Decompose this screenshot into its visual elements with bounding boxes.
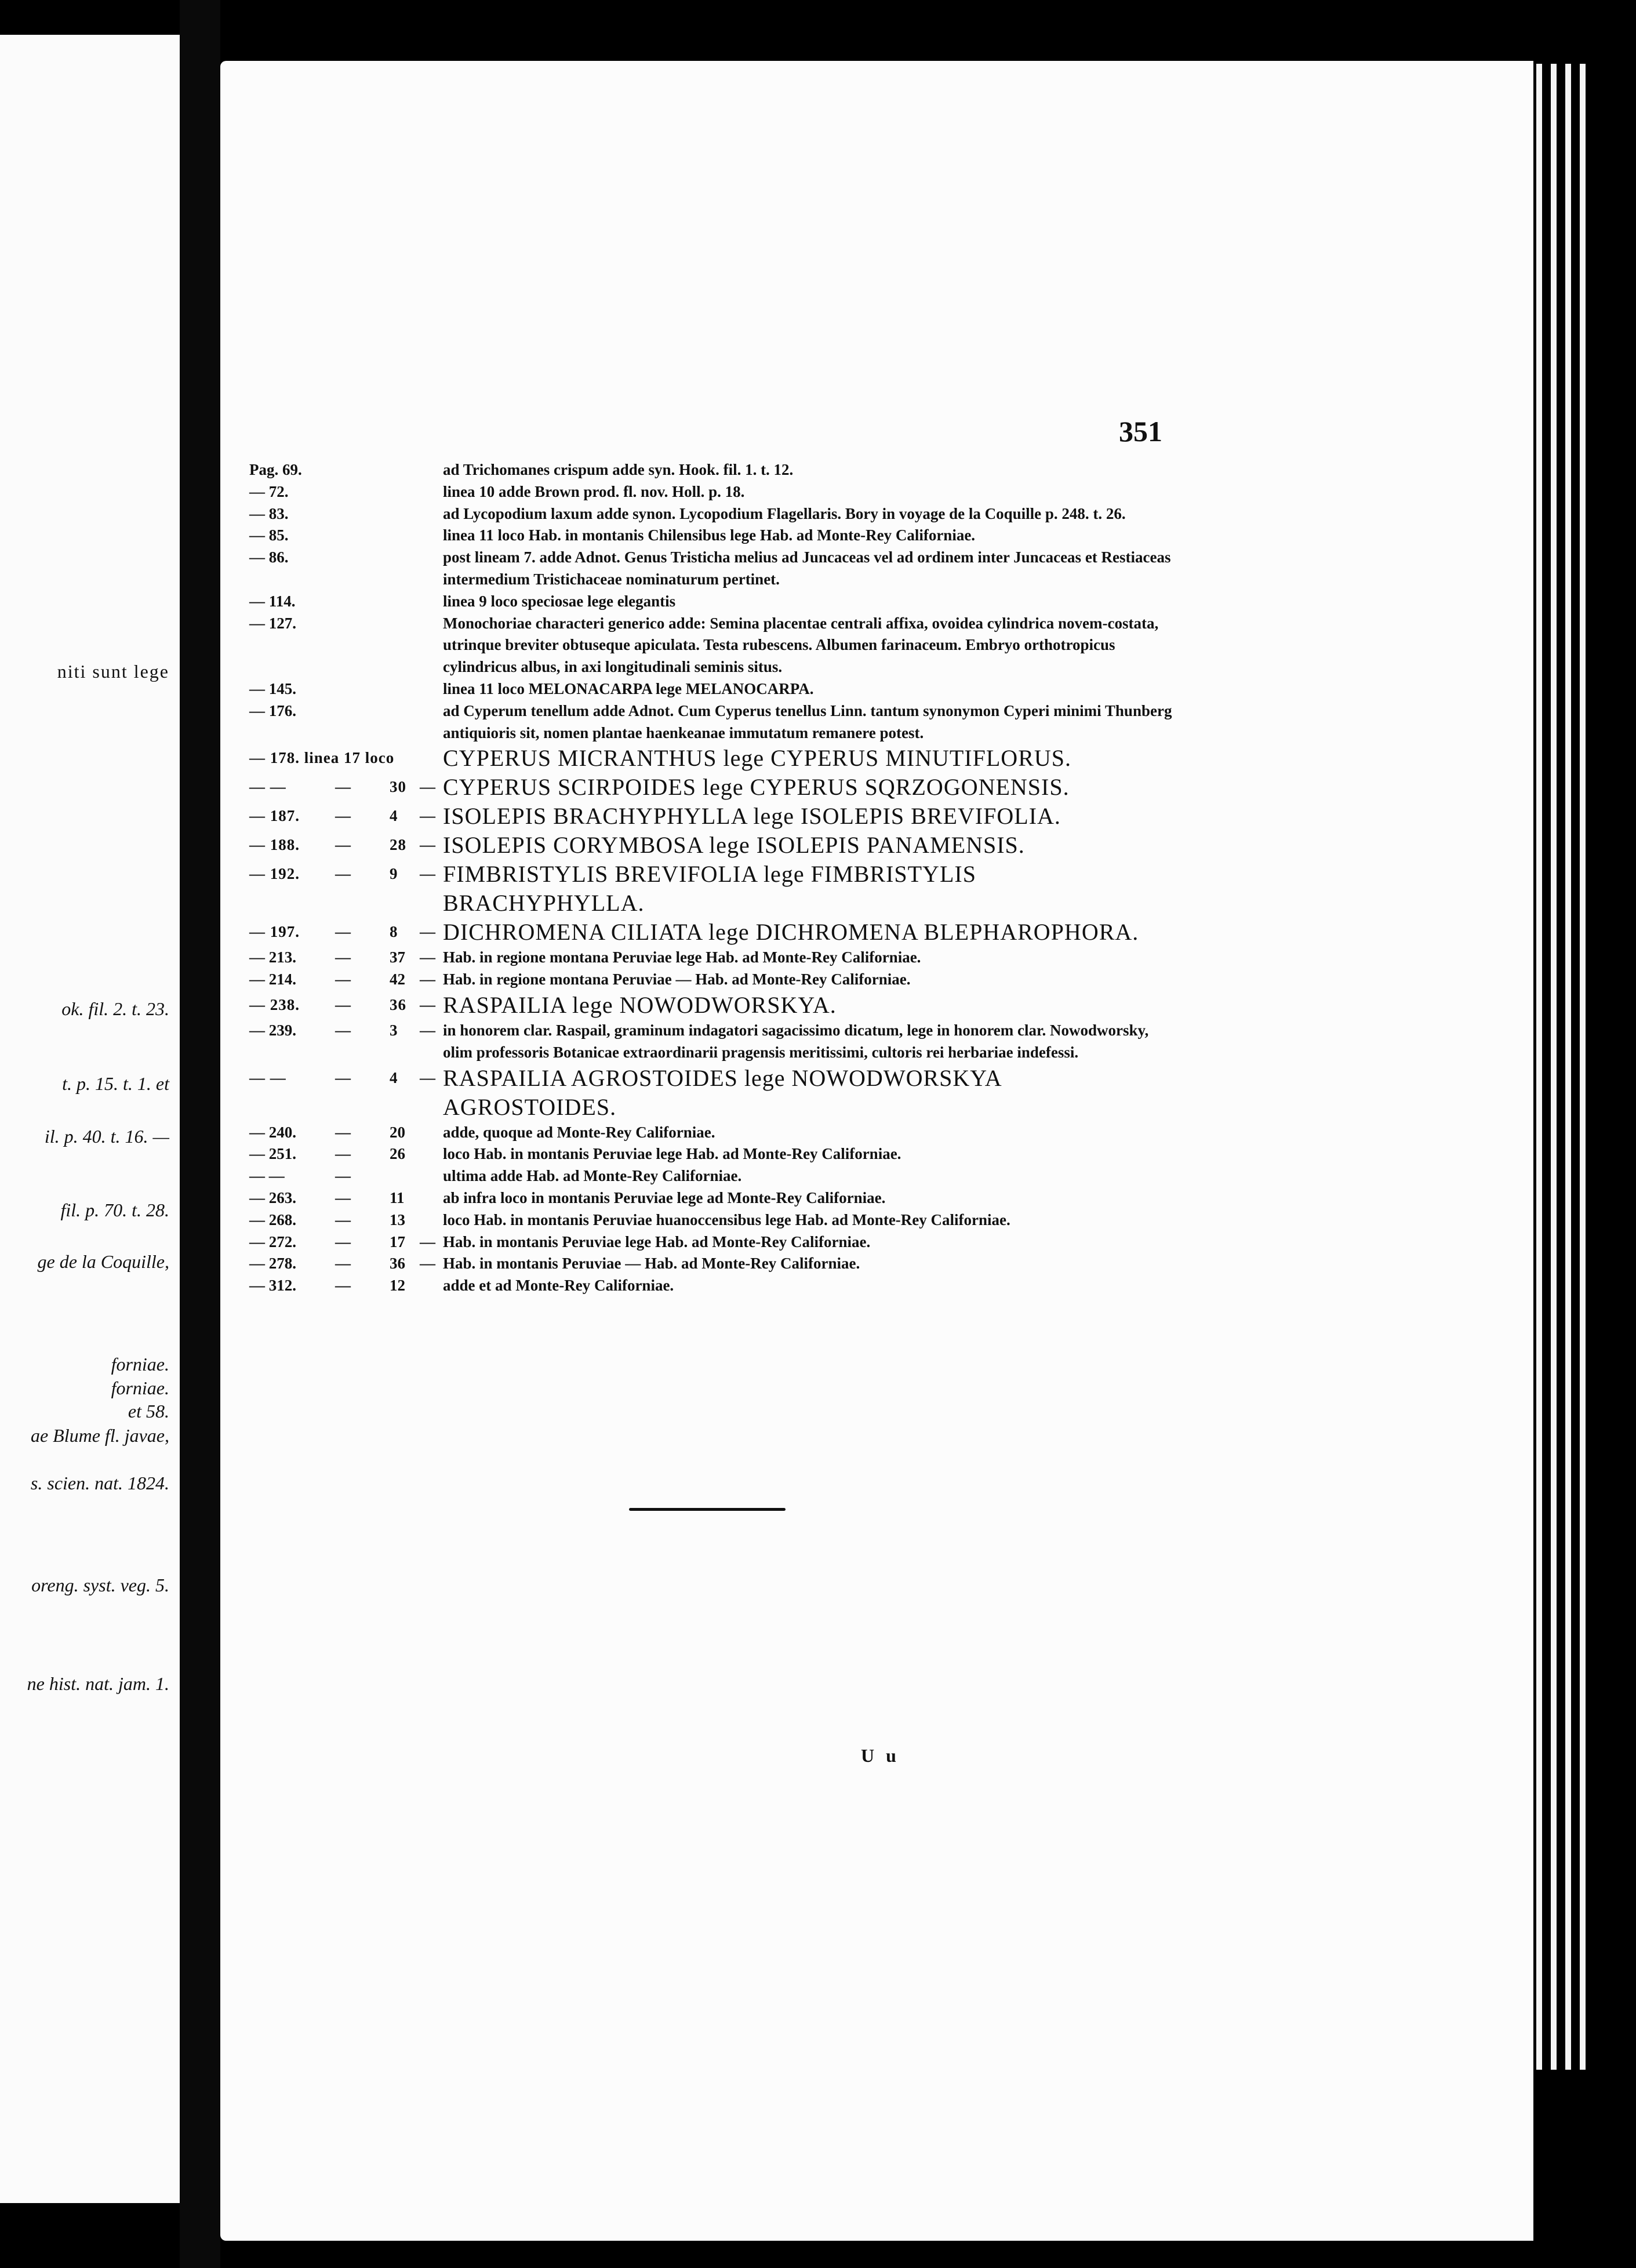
closing-rule	[629, 1508, 786, 1511]
errata-blank	[365, 773, 390, 802]
left-page-line: ge de la Coquille,	[37, 1251, 169, 1272]
book-gutter	[180, 0, 220, 2268]
errata-blank	[365, 1122, 390, 1144]
errata-page-ref: — 86.	[249, 548, 289, 566]
errata-text: Hab. in montanis Peruviae lege Hab. ad Monte-Rey Californiae.	[443, 1233, 871, 1251]
errata-line-ref	[390, 459, 420, 481]
errata-dash	[335, 547, 365, 591]
errata-dash	[420, 459, 443, 481]
errata-dash	[420, 1143, 443, 1165]
errata-dash: —	[335, 1233, 351, 1251]
errata-text: ab infra loco in montanis Peruviae lege ad Monte-Rey Californiae.	[443, 1188, 886, 1206]
left-page-line: niti sunt lege	[57, 661, 169, 682]
errata-text: CYPERUS MICRANTHUS lege CYPERUS MINUTIFLORUS.	[443, 745, 1072, 772]
errata-dash	[335, 591, 365, 613]
errata-dash: —	[420, 1255, 435, 1273]
errata-dash	[420, 700, 443, 744]
errata-dash: —	[420, 948, 435, 966]
errata-blank	[365, 503, 390, 525]
errata-row	[249, 459, 1177, 481]
errata-line-ref	[390, 481, 420, 503]
errata-line-ref: 9	[390, 865, 398, 883]
errata-row	[249, 1209, 1177, 1231]
page-edge	[1551, 64, 1557, 2070]
errata-line-ref	[390, 547, 420, 591]
errata-blank	[365, 547, 390, 591]
errata-dash: —	[335, 1068, 351, 1086]
errata-row	[249, 547, 1177, 591]
errata-page-ref: — 188.	[249, 836, 300, 854]
errata-dash	[335, 678, 365, 700]
errata-line-ref: 17	[390, 1233, 405, 1251]
errata-blank	[365, 481, 390, 503]
errata-dash: —	[335, 948, 351, 966]
errata-line-ref: 37	[390, 948, 405, 966]
errata-page-ref: Pag. 69.	[249, 461, 302, 478]
errata-dash: —	[335, 1255, 351, 1273]
errata-blank	[365, 969, 390, 991]
errata-dash: —	[420, 1233, 435, 1251]
errata-text: ISOLEPIS BRACHYPHYLLA lege ISOLEPIS BREVIFOLIA.	[443, 803, 1061, 830]
errata-dash: —	[335, 865, 351, 883]
errata-dash: —	[335, 778, 351, 796]
errata-page-ref: — 272.	[249, 1233, 296, 1251]
left-page-line: ne hist. nat. jam. 1.	[27, 1673, 169, 1694]
left-page-line: fil. p. 70. t. 28.	[60, 1200, 169, 1220]
page-edge	[1580, 64, 1586, 2070]
errata-page-ref: — 213.	[249, 948, 296, 966]
errata-dash	[420, 613, 443, 678]
errata-text: ad Trichomanes crispum adde syn. Hook. fil. 1. t. 12.	[443, 461, 794, 478]
errata-blank	[365, 1143, 390, 1165]
errata-row	[249, 1122, 1177, 1144]
errata-dash: —	[335, 1145, 351, 1163]
errata-line-ref: 26	[390, 1145, 405, 1163]
left-page-line: oreng. syst. veg. 5.	[31, 1575, 169, 1595]
errata-dash: —	[335, 1021, 351, 1039]
errata-line-ref: 4	[390, 807, 398, 825]
errata-text: Hab. in regione montana Peruviae — Hab. ad Monte-Rey Californiae.	[443, 971, 911, 988]
errata-blank	[365, 1187, 390, 1209]
errata-blank	[365, 860, 390, 918]
errata-page-ref: — 263.	[249, 1188, 296, 1206]
errata-text: ad Cyperum tenellum adde Adnot. Cum Cyperus tenellus Linn. tantum synonymon Cyperi minimi Thunberg antiquioris sit, nomen plantae haenkeanae immutatum remanere potest.	[443, 702, 1172, 742]
errata-dash: —	[335, 1211, 351, 1228]
errata-text: CYPERUS SCIRPOIDES lege CYPERUS SQRZOGONENSIS.	[443, 774, 1070, 801]
errata-page-ref: — 268.	[249, 1211, 296, 1228]
errata-blank	[365, 1020, 390, 1064]
errata-page-ref: — 214.	[249, 971, 296, 988]
errata-dash	[420, 503, 443, 525]
errata-page-ref: — 176.	[249, 702, 296, 719]
errata-text: adde et ad Monte-Rey Californiae.	[443, 1277, 674, 1295]
errata-row	[249, 700, 1177, 744]
errata-page-ref: — 72.	[249, 482, 289, 500]
left-page-line: s. scien. nat. 1824.	[30, 1473, 169, 1493]
errata-dash	[335, 525, 365, 547]
errata-page-ref: — 312.	[249, 1277, 296, 1295]
errata-blank	[365, 613, 390, 678]
errata-page-ref: — 114.	[249, 592, 296, 610]
errata-blank	[365, 947, 390, 969]
errata-dash	[420, 1165, 443, 1187]
left-page-line: ok. fil. 2. t. 23.	[61, 998, 169, 1019]
errata-row	[249, 1275, 1177, 1297]
errata-row	[249, 860, 1177, 918]
errata-blank	[365, 802, 390, 831]
errata-dash: —	[420, 1068, 436, 1086]
errata-row	[249, 1187, 1177, 1209]
errata-dash	[420, 1209, 443, 1231]
errata-row	[249, 591, 1177, 613]
errata-dash	[420, 678, 443, 700]
errata-row	[249, 744, 1177, 773]
errata-text: ISOLEPIS CORYMBOSA lege ISOLEPIS PANAMENSIS.	[443, 832, 1025, 859]
errata-row	[249, 991, 1177, 1020]
errata-blank	[365, 1064, 390, 1122]
errata-page-ref: — 192.	[249, 865, 300, 883]
errata-dash: —	[420, 865, 436, 883]
errata-dash: —	[335, 1188, 351, 1206]
errata-text: post lineam 7. adde Adnot. Genus Tristicha melius ad Juncaceas vel ad ordinem inter Juncaceas et Restiaceas intermedium Tristichaceae nominaturum pertinet.	[443, 548, 1171, 588]
errata-dash: —	[335, 836, 351, 854]
errata-blank	[365, 459, 390, 481]
errata-list	[249, 459, 1177, 1297]
errata-text: RASPAILIA AGROSTOIDES lege NOWODWORSKYA AGROSTOIDES.	[443, 1064, 1001, 1120]
errata-dash: —	[335, 923, 351, 941]
errata-dash: —	[420, 836, 436, 854]
errata-line-ref: 3	[390, 1021, 398, 1039]
page-edge	[1565, 64, 1571, 2070]
errata-row	[249, 947, 1177, 969]
errata-text: FIMBRISTYLIS BREVIFOLIA lege FIMBRISTYLIS BRACHYPHYLLA.	[443, 861, 976, 917]
errata-row	[249, 802, 1177, 831]
left-page-line: forniae.	[111, 1377, 169, 1398]
errata-dash	[335, 744, 365, 773]
errata-text: linea 10 adde Brown prod. fl. nov. Holl. p. 18.	[443, 482, 745, 500]
errata-dash	[335, 613, 365, 678]
errata-line-ref: 4	[390, 1068, 398, 1086]
errata-text: ad Lycopodium laxum adde synon. Lycopodium Flagellaris. Bory in voyage de la Coquille p. 248. t. 26.	[443, 504, 1126, 522]
errata-page-ref: — 251.	[249, 1145, 296, 1163]
errata-blank	[365, 1253, 390, 1275]
errata-blank	[365, 831, 390, 860]
errata-line-ref	[390, 700, 420, 744]
errata-line-ref: 42	[390, 971, 405, 988]
errata-line-ref	[390, 503, 420, 525]
errata-dash	[420, 547, 443, 591]
errata-page-ref: — 83.	[249, 504, 289, 522]
errata-dash	[335, 700, 365, 744]
errata-dash: —	[335, 995, 351, 1013]
errata-page-ref: — —	[249, 1167, 285, 1185]
errata-page-ref: — 187.	[249, 807, 300, 825]
errata-dash: —	[335, 1277, 351, 1295]
errata-dash: —	[420, 1021, 435, 1039]
errata-text: linea 11 loco MELONACARPA lege MELANOCARPA.	[443, 679, 814, 697]
errata-dash: —	[420, 923, 436, 941]
errata-line-ref	[390, 613, 420, 678]
errata-dash: —	[335, 971, 351, 988]
errata-line-ref	[390, 744, 420, 773]
errata-dash	[420, 481, 443, 503]
errata-page-ref: — 85.	[249, 526, 289, 544]
errata-line-ref: 8	[390, 923, 398, 941]
page-number: 351	[1119, 415, 1162, 448]
errata-dash: —	[420, 807, 436, 825]
errata-dash	[420, 1122, 443, 1144]
errata-row	[249, 969, 1177, 991]
errata-blank	[365, 1231, 390, 1253]
errata-line-ref: 12	[390, 1277, 405, 1295]
errata-dash	[420, 1187, 443, 1209]
errata-page-ref: — 178. linea 17 loco	[249, 749, 395, 767]
errata-text: Monochoriae characteri generico adde: Semina placentae centrali affixa, ovoidea cylindrica novem-costata, utrinque breviter obtuseque apiculata. Testa rubescens. Albumen farinaceum. Embryo orthotropicus cylindricus albus, in axi longitudinali seminis situs.	[443, 614, 1159, 676]
errata-row	[249, 773, 1177, 802]
errata-page-ref: — 239.	[249, 1021, 296, 1039]
errata-page-ref: — 278.	[249, 1255, 296, 1273]
errata-row	[249, 1143, 1177, 1165]
errata-blank	[365, 991, 390, 1020]
errata-row	[249, 481, 1177, 503]
errata-blank	[365, 591, 390, 613]
errata-dash: —	[420, 778, 436, 796]
errata-line-ref	[390, 525, 420, 547]
errata-text: loco Hab. in montanis Peruviae lege Hab. ad Monte-Rey Californiae.	[443, 1145, 901, 1163]
errata-text: loco Hab. in montanis Peruviae huanoccensibus lege Hab. ad Monte-Rey Californiae.	[443, 1211, 1010, 1228]
errata-dash	[335, 503, 365, 525]
errata-row	[249, 503, 1177, 525]
errata-blank	[365, 744, 390, 773]
errata-text: linea 11 loco Hab. in montanis Chilensibus lege Hab. ad Monte-Rey Californiae.	[443, 526, 976, 544]
errata-page-ref: — —	[249, 1068, 286, 1086]
errata-text: in honorem clar. Raspail, graminum indagatori sagacissimo dicatum, lege in honorem clar. Nowodworsky, olim professoris Botanicae extraordinarii pragensis meritissimi, cultoris rei herbariae indefessi.	[443, 1021, 1149, 1061]
errata-row	[249, 1231, 1177, 1253]
errata-dash	[420, 744, 443, 773]
errata-blank	[365, 678, 390, 700]
errata-blank	[365, 918, 390, 947]
errata-page-ref: — 238.	[249, 995, 300, 1013]
errata-line-ref: 30	[390, 778, 406, 796]
errata-dash: —	[335, 1167, 351, 1185]
errata-row	[249, 1064, 1177, 1122]
errata-line-ref	[390, 678, 420, 700]
errata-page-ref: — 197.	[249, 923, 300, 941]
errata-dash: —	[420, 971, 435, 988]
errata-row	[249, 1253, 1177, 1275]
errata-row	[249, 613, 1177, 678]
errata-row	[249, 525, 1177, 547]
errata-dash: —	[335, 807, 351, 825]
errata-row	[249, 831, 1177, 860]
errata-line-ref: 11	[390, 1188, 405, 1206]
left-page-line: t. p. 15. t. 1. et	[62, 1073, 169, 1094]
left-page-line: et 58.	[128, 1401, 169, 1422]
errata-text: Hab. in regione montana Peruviae lege Hab. ad Monte-Rey Californiae.	[443, 948, 921, 966]
errata-line-ref	[390, 1165, 420, 1187]
errata-row	[249, 1020, 1177, 1064]
errata-dash	[420, 1275, 443, 1297]
errata-page-ref: — 145.	[249, 679, 296, 697]
errata-text: adde, quoque ad Monte-Rey Californiae.	[443, 1123, 715, 1141]
errata-row	[249, 1165, 1177, 1187]
errata-page-ref: — —	[249, 778, 286, 796]
errata-text: linea 9 loco speciosae lege elegantis	[443, 592, 676, 610]
errata-row	[249, 918, 1177, 947]
errata-line-ref: 28	[390, 836, 406, 854]
signature-mark: U u	[861, 1745, 900, 1766]
errata-blank	[365, 1165, 390, 1187]
errata-row	[249, 678, 1177, 700]
errata-dash	[335, 481, 365, 503]
errata-text: RASPAILIA lege NOWODWORSKYA.	[443, 991, 837, 1018]
errata-blank	[365, 700, 390, 744]
errata-dash: —	[335, 1123, 351, 1141]
errata-dash	[335, 459, 365, 481]
errata-blank	[365, 1275, 390, 1297]
left-page-line: il. p. 40. t. 16. —	[44, 1126, 169, 1147]
errata-line-ref: 20	[390, 1123, 405, 1141]
left-page-line: forniae.	[111, 1354, 169, 1375]
errata-text: DICHROMENA CILIATA lege DICHROMENA BLEPHAROPHORA.	[443, 919, 1139, 946]
errata-text: ultima adde Hab. ad Monte-Rey Californiae.	[443, 1167, 742, 1185]
page-edge	[1536, 64, 1542, 2070]
errata-dash	[420, 591, 443, 613]
errata-dash: —	[420, 995, 436, 1013]
errata-page-ref: — 240.	[249, 1123, 296, 1141]
errata-dash	[420, 525, 443, 547]
errata-line-ref: 13	[390, 1211, 405, 1228]
errata-line-ref: 36	[390, 1255, 405, 1273]
left-page-fragment	[0, 35, 180, 2203]
errata-page-ref: — 127.	[249, 614, 296, 632]
errata-line-ref	[390, 591, 420, 613]
errata-line-ref: 36	[390, 995, 406, 1013]
errata-blank	[365, 1209, 390, 1231]
left-page-line: ae Blume fl. javae,	[30, 1425, 169, 1446]
errata-blank	[365, 525, 390, 547]
errata-text: Hab. in montanis Peruviae — Hab. ad Monte-Rey Californiae.	[443, 1255, 860, 1273]
